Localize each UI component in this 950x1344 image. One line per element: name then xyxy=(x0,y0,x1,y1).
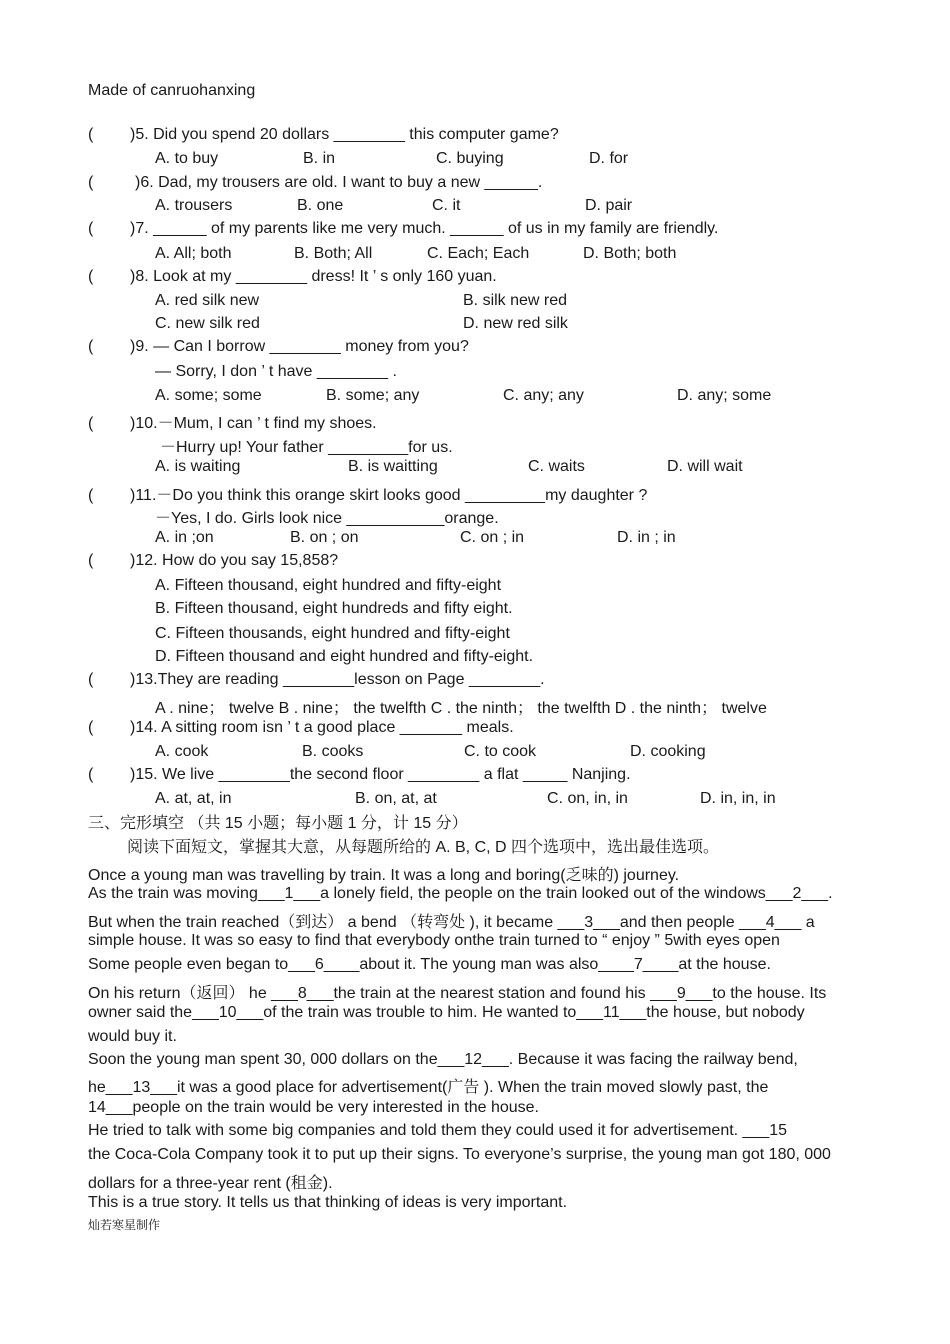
option-b: B. on, at, at xyxy=(355,790,437,807)
passage-line: Some people even began to___6____about it. The young man was also____7____at the house. xyxy=(88,956,771,973)
page-footer: 灿若寒星制作 xyxy=(88,1218,161,1232)
option-d: D. any; some xyxy=(677,387,772,404)
passage-line: simple house. It was so easy to find that everybody onthe train turned to “ enjoy ” 5with eyes open xyxy=(88,932,780,949)
option-c: C. waits xyxy=(528,458,585,475)
question-12 xyxy=(88,552,338,570)
question-6 xyxy=(88,174,542,192)
question-10 xyxy=(88,410,377,433)
question-13 xyxy=(88,671,545,689)
options-line: A . nine； twelve B . nine； the twelfth C . the ninth； the twelfth D . the ninth； twelve xyxy=(155,700,767,717)
option-c: C. on ; in xyxy=(460,529,525,546)
option-b: B. some; any xyxy=(326,387,420,404)
option-d: D. Fifteen thousand and eight hundred and fifty-eight. xyxy=(155,648,534,665)
question-stem: )6. Dad, my trousers are old. I want to buy a new ______. xyxy=(135,174,543,191)
passage-line: This is a true story. It tells us that thinking of ideas is very important. xyxy=(88,1194,568,1211)
answer-paren: ( xyxy=(88,338,94,355)
section-instruction: 阅读下面短文，掌握其大意，从每题所给的 A. B, C, D 四个选项中，选出最佳选项。 xyxy=(127,839,720,856)
answer-paren: ( xyxy=(88,220,94,237)
option-c: C. any; any xyxy=(503,387,584,404)
passage-line: Once a young man was travelling by train. It was a long and boring(乏味的) journey. xyxy=(88,867,680,884)
answer-paren: ( xyxy=(88,268,94,285)
answer-paren: ( xyxy=(88,766,94,783)
passage-line: On his return（返回） he ___8___the train at the nearest station and found his ___9___to the house. Its xyxy=(88,985,827,1002)
passage-line: As the train was moving___1___a lonely field, the people on the train looked out of the windows___2___. xyxy=(88,885,833,902)
answer-paren: ( xyxy=(88,671,94,688)
question-stem: )15. We live ________the second floor ________ a flat _____ Nanjing. xyxy=(130,766,631,783)
question-stem: )10.－Mum, I can ’ t find my shoes. xyxy=(130,415,377,432)
question-stem: )5. Did you spend 20 dollars ________ this computer game? xyxy=(130,126,559,143)
question-stem: )7. ______ of my parents like me very much. ______ of us in my family are friendly. xyxy=(130,220,719,237)
option-b: B. Fifteen thousand, eight hundreds and fifty eight. xyxy=(155,600,513,617)
option-b: B. on ; on xyxy=(290,529,359,546)
answer-paren: ( xyxy=(88,415,94,432)
passage-line: dollars for a three-year rent (租金). xyxy=(88,1175,333,1192)
passage-line: he___13___it was a good place for advertisement(广告 ). When the train moved slowly past, the xyxy=(88,1079,769,1096)
option-a: A. some; some xyxy=(155,387,262,404)
option-b: B. Both; All xyxy=(294,245,373,262)
option-b: B. silk new red xyxy=(463,292,568,309)
question-11 xyxy=(88,482,647,505)
answer-paren: ( xyxy=(88,487,94,504)
option-a: A. All; both xyxy=(155,245,232,262)
passage-line: But when the train reached（到达） a bend （转弯处 ), it became ___3___and then people ___4___ a xyxy=(88,914,815,931)
option-d: D. Both; both xyxy=(583,245,677,262)
dialogue-reply: －Yes, I do. Girls look nice ___________orange. xyxy=(155,510,499,527)
option-a: A. trousers xyxy=(155,197,233,214)
question-5 xyxy=(88,126,559,144)
passage-line: Soon the young man spent 30, 000 dollars on the___12___. Because it was facing the railway bend, xyxy=(88,1051,798,1068)
question-8 xyxy=(88,268,497,286)
option-c: C. Each; Each xyxy=(427,245,530,262)
option-d: D. for xyxy=(589,150,629,167)
dialogue-reply: — Sorry, I don ’ t have ________ . xyxy=(155,363,397,380)
page-header: Made of canruohanxing xyxy=(88,82,256,99)
option-c: C. Fifteen thousands, eight hundred and fifty-eight xyxy=(155,625,510,642)
question-stem: )14. A sitting room isn ’ t a good place _______ meals. xyxy=(130,719,514,736)
question-stem: )13.They are reading ________lesson on Page ________. xyxy=(130,671,545,688)
option-a: A. Fifteen thousand, eight hundred and fifty-eight xyxy=(155,577,502,594)
option-b: B. is waitting xyxy=(348,458,438,475)
answer-paren: ( xyxy=(88,552,94,569)
option-d: D. cooking xyxy=(630,743,706,760)
section-title: 三、完形填空 （共 15 小题；每小题 1 分，计 15 分） xyxy=(88,815,468,832)
passage-line: would buy it. xyxy=(88,1028,177,1045)
answer-paren: ( xyxy=(88,174,94,191)
question-7 xyxy=(88,220,718,238)
question-14 xyxy=(88,719,514,737)
dialogue-reply: －Hurry up! Your father _________for us. xyxy=(160,439,453,456)
option-a: A. red silk new xyxy=(155,292,260,309)
answer-paren: ( xyxy=(88,126,94,143)
passage-line: He tried to talk with some big companies and told them they could used it for advertisement. ___15 xyxy=(88,1122,788,1139)
passage-line: the Coca-Cola Company took it to put up their signs. To everyone’s surprise, the young man got 180, 000 xyxy=(88,1146,831,1163)
answer-paren: ( xyxy=(88,719,94,736)
option-b: B. cooks xyxy=(302,743,364,760)
option-c: C. new silk red xyxy=(155,315,260,332)
option-b: B. in xyxy=(303,150,336,167)
option-c: C. it xyxy=(432,197,461,214)
option-d: D. new red silk xyxy=(463,315,568,332)
option-a: A. is waiting xyxy=(155,458,241,475)
option-a: A. to buy xyxy=(155,150,219,167)
passage-line: 14___people on the train would be very interested in the house. xyxy=(88,1099,539,1116)
option-c: C. on, in, in xyxy=(547,790,628,807)
option-c: C. to cook xyxy=(464,743,537,760)
question-9 xyxy=(88,338,469,356)
option-a: A. cook xyxy=(155,743,209,760)
option-c: C. buying xyxy=(436,150,504,167)
question-stem: )11.－Do you think this orange skirt looks good _________my daughter ? xyxy=(130,487,648,504)
question-stem: )9. — Can I borrow ________ money from you? xyxy=(130,338,469,355)
option-d: D. will wait xyxy=(667,458,743,475)
question-15 xyxy=(88,766,631,784)
passage-line: owner said the___10___of the train was trouble to him. He wanted to___11___the house, but nobody xyxy=(88,1004,805,1021)
question-stem: )12. How do you say 15,858? xyxy=(130,552,339,569)
option-d: D. pair xyxy=(585,197,633,214)
question-stem: )8. Look at my ________ dress! It ’ s only 160 yuan. xyxy=(130,268,497,285)
option-b: B. one xyxy=(297,197,344,214)
option-a: A. in ;on xyxy=(155,529,214,546)
option-d: D. in, in, in xyxy=(700,790,776,807)
option-a: A. at, at, in xyxy=(155,790,232,807)
option-d: D. in ; in xyxy=(617,529,676,546)
